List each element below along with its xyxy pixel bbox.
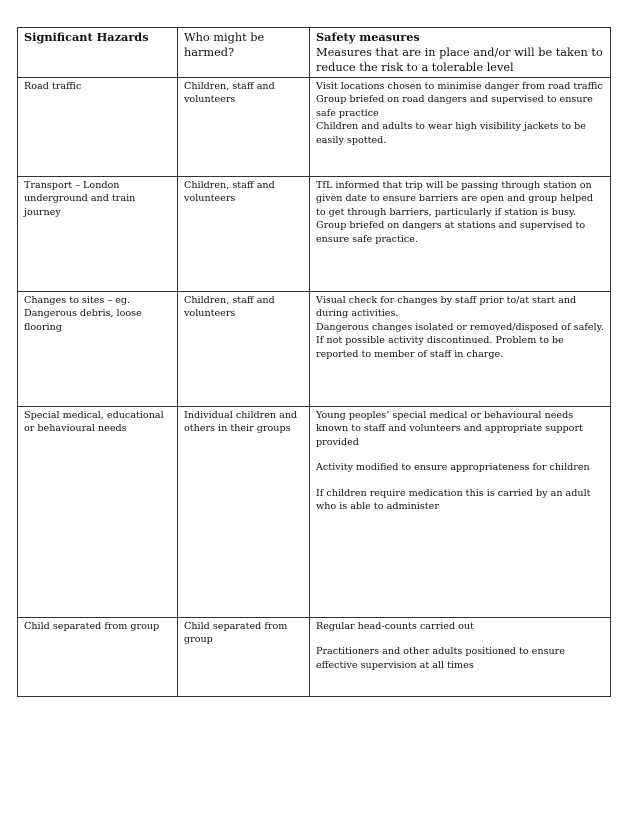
header-hazard bbox=[18, 28, 178, 78]
measure-line: Visual check for changes by staff prior to/at start and during activities. bbox=[316, 295, 577, 320]
who-cell: Children, staff and volunteers bbox=[178, 177, 310, 292]
measure-paragraph: Regular head-counts carried out bbox=[316, 621, 474, 632]
header-measures-subtitle: Measures that are in place and/or will be taken to reduce the risk to a tolerable level bbox=[316, 46, 603, 74]
table-row bbox=[18, 177, 611, 292]
hazard-cell: Child separated from group bbox=[18, 618, 178, 697]
measures-cell bbox=[310, 618, 611, 697]
who-cell: Child separated from group bbox=[178, 618, 310, 697]
who-cell: Children, staff and volunteers bbox=[178, 292, 310, 407]
measure-line: Group briefed on road dangers and supervised to ensure safe practice bbox=[316, 94, 593, 119]
measure-line: Visit locations chosen to minimise danger from road traffic bbox=[316, 81, 603, 92]
measure-paragraph: Activity modified to ensure appropriateness for children bbox=[316, 462, 590, 474]
measures-cell bbox=[310, 177, 611, 292]
header-measures bbox=[310, 28, 611, 78]
table-row bbox=[18, 407, 611, 618]
measure-line: Group briefed on dangers at stations and supervised to ensure safe practice. bbox=[316, 220, 586, 245]
hazard-cell: Road traffic bbox=[18, 78, 178, 177]
measure-paragraph: Practitioners and other adults positioned to ensure effective supervision at all times bbox=[316, 646, 565, 671]
measure-paragraph: If children require medication this is carried by an adult who is able to administer bbox=[316, 487, 591, 513]
hazard-cell: Special medical, educational or behavioural needs bbox=[18, 407, 178, 618]
header-who-label: Who might be harmed? bbox=[184, 31, 265, 59]
header-hazard-label: Significant Hazards bbox=[24, 30, 149, 44]
measures-cell bbox=[310, 78, 611, 177]
measure-line: TfL informed that trip will be passing through station on given date to ensure barriers are open and group helped to get through barriers, particularly if station is busy. bbox=[316, 180, 593, 218]
hazard-cell: Transport – London underground and train journey bbox=[18, 177, 178, 292]
hazard-cell: Changes to sites – eg. Dangerous debris, loose flooring bbox=[18, 292, 178, 407]
measure-line: Children and adults to wear high visibility jackets to be easily spotted. bbox=[316, 121, 586, 146]
header-measures-title: Safety measures bbox=[316, 30, 420, 44]
table-row bbox=[18, 292, 611, 407]
table-row bbox=[18, 618, 611, 697]
measures-cell bbox=[310, 407, 611, 618]
measures-cell bbox=[310, 292, 611, 407]
measure-line: Dangerous changes isolated or removed/disposed of safely. If not possible activity discontinued. Problem to be reported to member of staff in charge. bbox=[316, 321, 604, 360]
risk-assessment-table bbox=[17, 27, 611, 697]
header-row bbox=[18, 28, 611, 78]
header-who bbox=[178, 28, 310, 78]
measure-paragraph: Young peoples’ special medical or behavioural needs known to staff and volunteers and appropriate support provided bbox=[316, 410, 583, 448]
who-cell: Individual children and others in their groups bbox=[178, 407, 310, 618]
who-cell: Children, staff and volunteers bbox=[178, 78, 310, 177]
table-row bbox=[18, 78, 611, 177]
